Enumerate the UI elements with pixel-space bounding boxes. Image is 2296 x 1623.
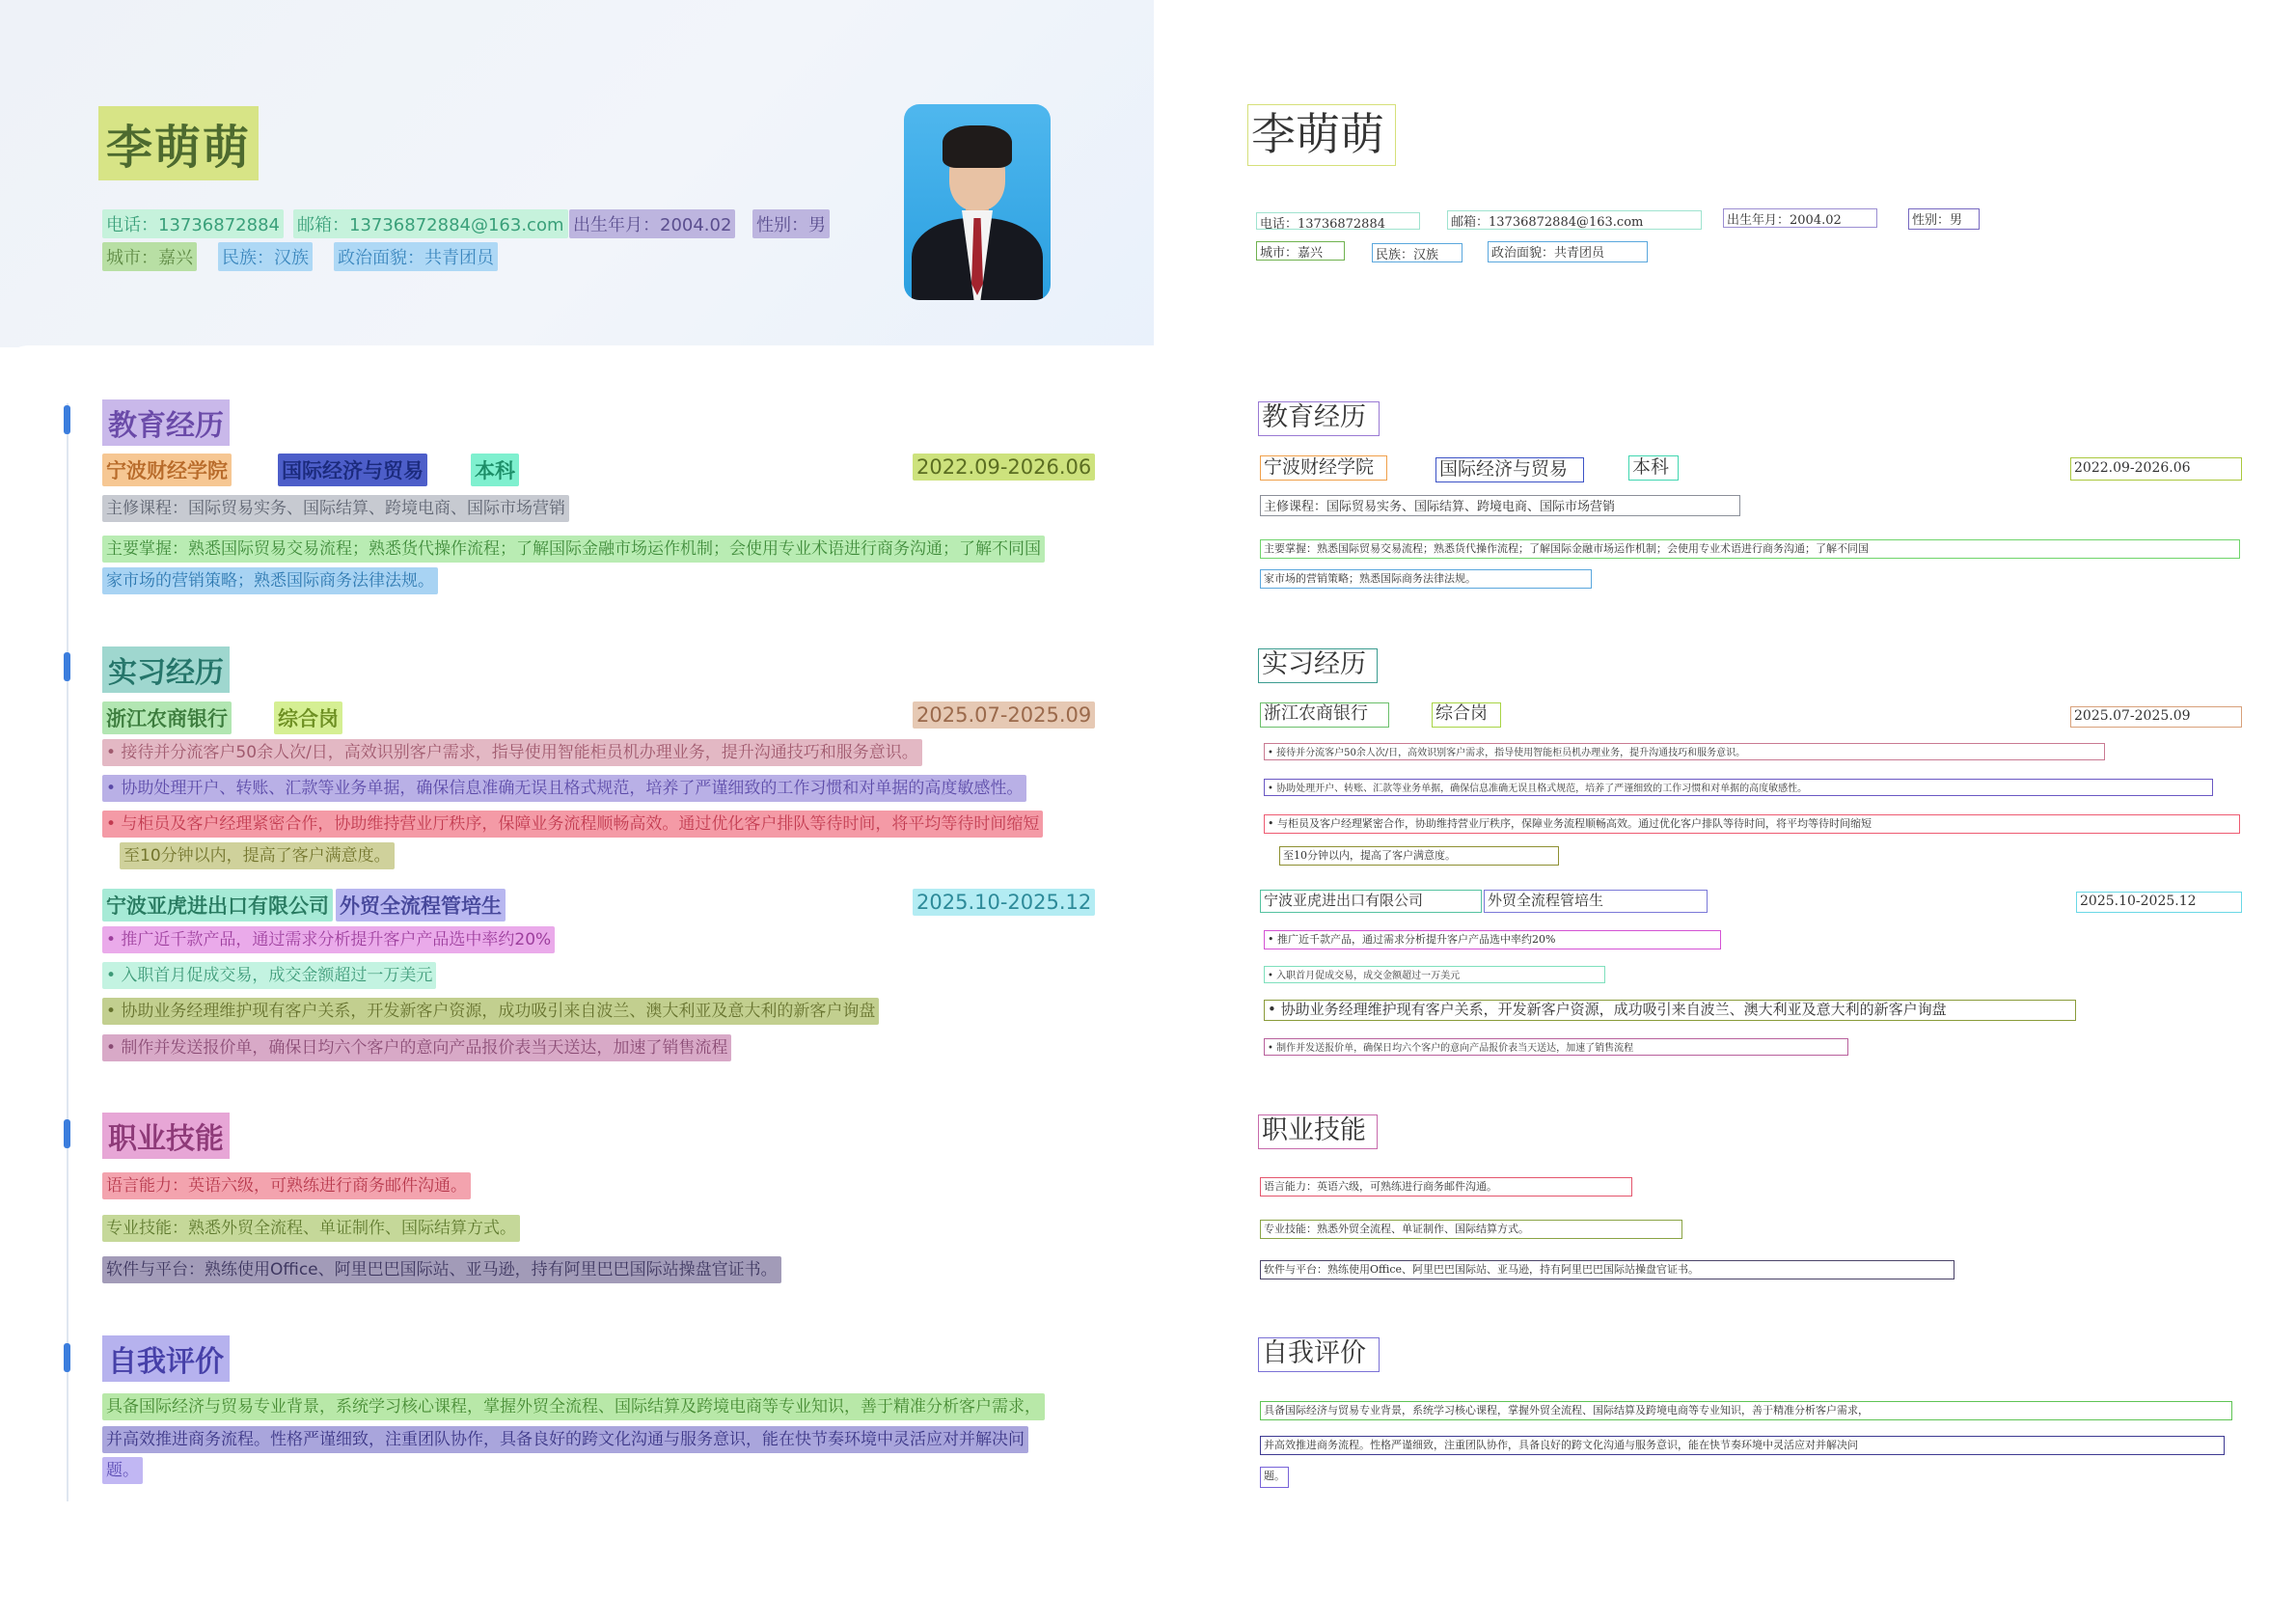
job2-bullet-2: • 入职首月促成交易，成交金额超过一万美元: [102, 962, 436, 989]
layout-job2-position: 外贸全流程管培生: [1484, 890, 1708, 913]
layout-skills-professional: 专业技能：熟悉外贸全流程、单证制作、国际结算方式。: [1260, 1220, 1682, 1239]
resume-layout-panel: [1154, 0, 2296, 1623]
layout-job2-bullet3: • 协助业务经理维护现有客户关系，开发新客户资源，成功吸引来自波兰、澳大利亚及意大利的新客户询盘: [1264, 1000, 2076, 1021]
job1-period: 2025.07-2025.09: [913, 701, 1095, 729]
job2-bullet-4: • 制作并发送报价单，确保日均六个客户的意向产品报价表当天送达，加速了销售流程: [102, 1034, 731, 1061]
education-period: 2022.09-2026.06: [913, 454, 1095, 481]
job2-period: 2025.10-2025.12: [913, 889, 1095, 916]
job2-position: 外贸全流程管培生: [336, 889, 506, 922]
layout-education-mastery2: 家市场的营销策略；熟悉国际商务法律法规。: [1260, 569, 1592, 589]
layout-education-mastery1: 主要掌握：熟悉国际贸易交易流程；熟悉货代操作流程；了解国际金融市场运作机制；会使用专业术语进行商务沟通；了解不同国: [1260, 539, 2240, 559]
phone-info: 电话：13736872884: [102, 209, 284, 238]
timeline-marker: [64, 652, 70, 681]
layout-self-eval-line1: 具备国际经济与贸易专业背景，系统学习核心课程，掌握外贸全流程、国际结算及跨境电商等专业知识，善于精准分析客户需求，: [1260, 1401, 2232, 1420]
layout-education-degree: 本科: [1628, 455, 1679, 481]
skills-software: 软件与平台：熟练使用Office、阿里巴巴国际站、亚马逊，持有阿里巴巴国际站操盘官证书。: [102, 1256, 781, 1283]
layout-education-period: 2022.09-2026.06: [2070, 457, 2242, 481]
city-info: 城市：嘉兴: [102, 242, 197, 271]
self-eval-title: 自我评价: [102, 1335, 230, 1382]
layout-education-title: 教育经历: [1258, 401, 1380, 436]
layout-job2-bullet4: • 制作并发送报价单，确保日均六个客户的意向产品报价表当天送达，加速了销售流程: [1264, 1038, 1848, 1056]
education-mastery-line2: 家市场的营销策略；熟悉国际商务法律法规。: [102, 567, 438, 594]
layout-skills-language: 语言能力：英语六级，可熟练进行商务邮件沟通。: [1260, 1177, 1632, 1197]
layout-phone: 电话：13736872884: [1256, 212, 1420, 230]
layout-self-eval-line2: 并高效推进商务流程。性格严谨细致，注重团队协作，具备良好的跨文化沟通与服务意识，能在快节奏环境中灵活应对并解决问: [1260, 1436, 2225, 1455]
layout-job2-company: 宁波亚虎进出口有限公司: [1260, 890, 1482, 913]
layout-job1-position: 综合岗: [1432, 702, 1501, 728]
self-eval-line3: 题。: [102, 1457, 143, 1484]
layout-job2-period: 2025.10-2025.12: [2076, 892, 2242, 913]
ethnicity-info: 民族：汉族: [218, 242, 313, 271]
job2-company: 宁波亚虎进出口有限公司: [102, 889, 333, 922]
layout-self-eval-title: 自我评价: [1258, 1337, 1380, 1372]
email-info: 邮箱：13736872884@163.com: [293, 209, 568, 238]
internship-title: 实习经历: [102, 646, 230, 693]
job2-bullet-1: • 推广近千款产品，通过需求分析提升客户产品选中率约20%: [102, 926, 555, 953]
layout-job1-bullet3-cont: 至10分钟以内，提高了客户满意度。: [1279, 846, 1559, 866]
skills-professional: 专业技能：熟悉外贸全流程、单证制作、国际结算方式。: [102, 1215, 520, 1242]
layout-self-eval-line3: 题。: [1260, 1467, 1289, 1488]
layout-birth: 出生年月：2004.02: [1723, 208, 1877, 228]
layout-internship-title: 实习经历: [1258, 648, 1378, 683]
layout-email: 邮箱：13736872884@163.com: [1447, 210, 1702, 230]
job1-bullet-2: • 协助处理开户、转账、汇款等业务单据，确保信息准确无误且格式规范，培养了严谨细致的工作习惯和对单据的高度敏感性。: [102, 775, 1026, 802]
layout-job1-bullet1: • 接待并分流客户50余人次/日，高效识别客户需求，指导使用智能柜员机办理业务，提升沟通技巧和服务意识。: [1264, 743, 2105, 760]
layout-job2-bullet2: • 入职首月促成交易，成交金额超过一万美元: [1264, 966, 1605, 983]
self-eval-line2: 并高效推进商务流程。性格严谨细致，注重团队协作，具备良好的跨文化沟通与服务意识，能在快节奏环境中灵活应对并解决问: [102, 1426, 1028, 1453]
layout-job2-bullet1: • 推广近千款产品，通过需求分析提升客户产品选中率约20%: [1264, 930, 1721, 949]
layout-ethnicity: 民族：汉族: [1372, 243, 1462, 262]
layout-job1-company: 浙江农商银行: [1260, 702, 1389, 728]
layout-job1-period: 2025.07-2025.09: [2070, 706, 2242, 728]
layout-education-courses: 主修课程：国际贸易实务、国际结算、跨境电商、国际市场营销: [1260, 495, 1740, 516]
profile-photo: [904, 104, 1051, 300]
timeline-marker: [64, 1119, 70, 1148]
layout-skills-software: 软件与平台：熟练使用Office、阿里巴巴国际站、亚马逊，持有阿里巴巴国际站操盘官证书。: [1260, 1260, 1954, 1279]
education-courses: 主修课程：国际贸易实务、国际结算、跨境电商、国际市场营销: [102, 495, 569, 522]
politics-info: 政治面貌：共青团员: [334, 242, 498, 271]
job2-bullet-3: • 协助业务经理维护现有客户关系，开发新客户资源，成功吸引来自波兰、澳大利亚及意大利的新客户询盘: [102, 998, 879, 1025]
education-school: 宁波财经学院: [102, 454, 232, 486]
layout-education-school: 宁波财经学院: [1260, 455, 1387, 481]
self-eval-line1: 具备国际经济与贸易专业背景，系统学习核心课程，掌握外贸全流程、国际结算及跨境电商等专业知识，善于精准分析客户需求，: [102, 1393, 1045, 1420]
candidate-name: 李萌萌: [98, 106, 259, 180]
timeline-line: [67, 403, 68, 1501]
job1-position: 综合岗: [274, 701, 342, 734]
layout-job1-bullet3: • 与柜员及客户经理紧密合作，协助维持营业厅秩序，保障业务流程顺畅高效。通过优化客户排队等待时间，将平均等待时间缩短: [1264, 814, 2240, 834]
layout-education-major: 国际经济与贸易: [1435, 457, 1584, 482]
job1-bullet-3: • 与柜员及客户经理紧密合作，协助维持营业厅秩序，保障业务流程顺畅高效。通过优化客户排队等待时间，将平均等待时间缩短: [102, 811, 1043, 838]
education-mastery-line1: 主要掌握：熟悉国际贸易交易流程；熟悉货代操作流程；了解国际金融市场运作机制；会使用专业术语进行商务沟通；了解不同国: [102, 536, 1045, 563]
education-title: 教育经历: [102, 399, 230, 446]
layout-gender: 性别：男: [1908, 208, 1980, 230]
skills-language: 语言能力：英语六级，可熟练进行商务邮件沟通。: [102, 1172, 471, 1199]
skills-title: 职业技能: [102, 1113, 230, 1159]
layout-politics: 政治面貌：共青团员: [1488, 241, 1648, 262]
education-degree: 本科: [471, 454, 519, 486]
job1-company: 浙江农商银行: [102, 701, 232, 734]
timeline-marker: [64, 1343, 70, 1372]
job1-bullet-3-cont: 至10分钟以内，提高了客户满意度。: [120, 842, 395, 869]
layout-city: 城市：嘉兴: [1256, 241, 1345, 261]
layout-name: 李萌萌: [1247, 104, 1396, 166]
timeline-marker: [64, 405, 70, 434]
layout-skills-title: 职业技能: [1258, 1114, 1378, 1149]
birth-info: 出生年月：2004.02: [569, 209, 735, 238]
education-major: 国际经济与贸易: [278, 454, 427, 486]
gender-info: 性别：男: [752, 209, 830, 238]
layout-job1-bullet2: • 协助处理开户、转账、汇款等业务单据，确保信息准确无误且格式规范，培养了严谨细致的工作习惯和对单据的高度敏感性。: [1264, 779, 2213, 796]
job1-bullet-1: • 接待并分流客户50余人次/日，高效识别客户需求，指导使用智能柜员机办理业务，提升沟通技巧和服务意识。: [102, 739, 922, 766]
